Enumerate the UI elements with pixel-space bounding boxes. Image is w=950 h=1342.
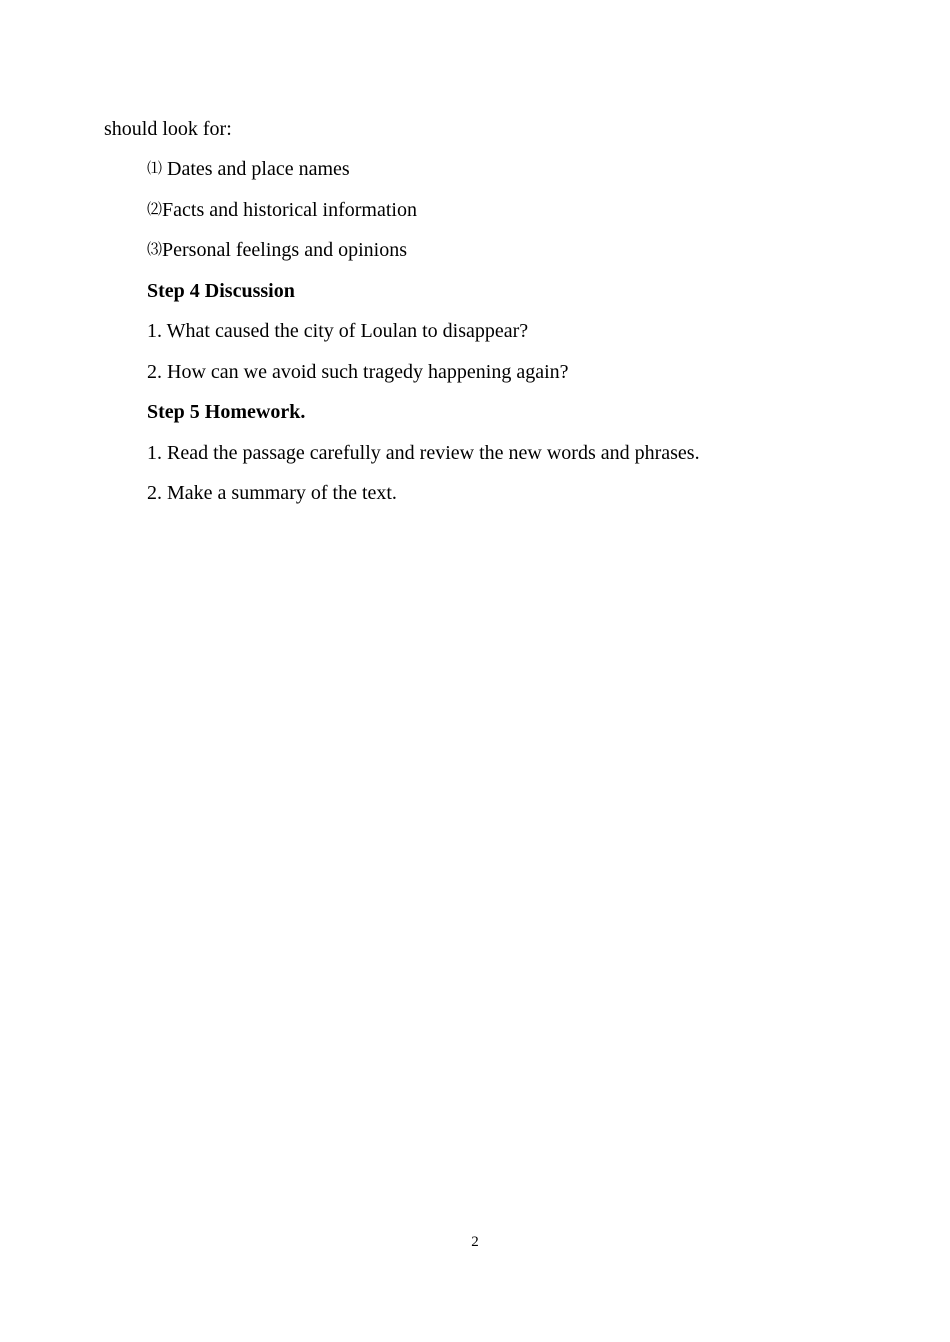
homework-task: 1. Read the passage carefully and review the new words and phrases. xyxy=(147,442,700,464)
list-marker: ⑴ xyxy=(147,159,163,177)
list-item xyxy=(147,238,407,263)
list-item xyxy=(147,157,350,182)
list-item xyxy=(147,198,417,223)
discussion-question: 2. How can we avoid such tragedy happening again? xyxy=(147,361,569,383)
step4-heading: Step 4 Discussion xyxy=(147,280,295,302)
step5-heading: Step 5 Homework. xyxy=(147,401,306,423)
list-item-text: Personal feelings and opinions xyxy=(162,239,407,261)
list-item-text: Dates and place names xyxy=(162,158,350,180)
homework-task: 2. Make a summary of the text. xyxy=(147,482,397,504)
list-marker: ⑶ xyxy=(147,240,163,258)
list-item-text: Facts and historical information xyxy=(162,199,417,221)
intro-text: should look for: xyxy=(104,118,232,140)
list-marker: ⑵ xyxy=(147,200,163,218)
page-number: 2 xyxy=(471,1234,479,1250)
discussion-question: 1. What caused the city of Loulan to disappear? xyxy=(147,320,529,342)
